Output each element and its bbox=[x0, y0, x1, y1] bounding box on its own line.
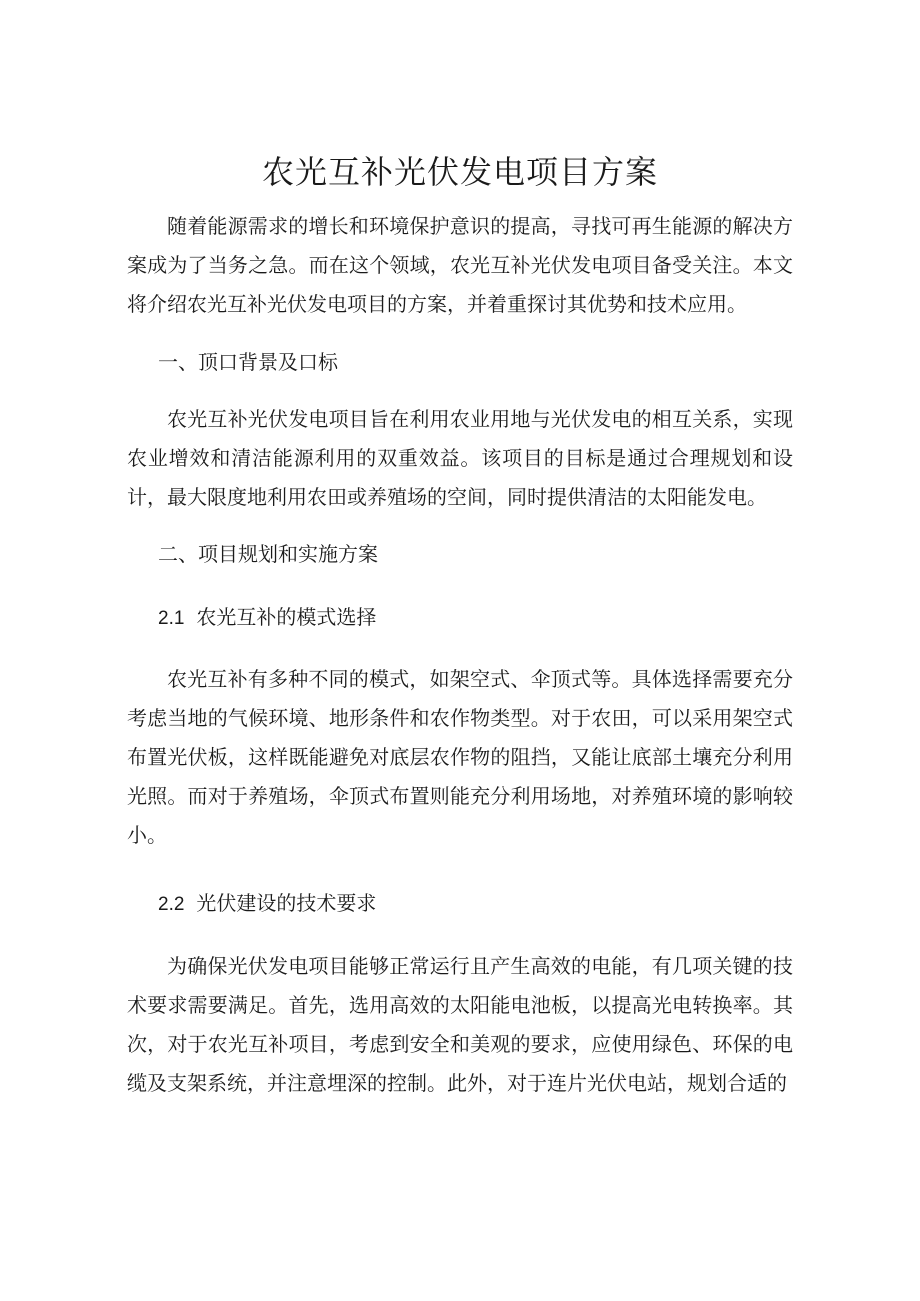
page-title: 农光互补光伏发电项目方案 bbox=[261, 153, 658, 191]
subsection-2-2-title: 光伏建设的技术要求 bbox=[196, 891, 377, 915]
subsection-2-1-heading bbox=[158, 602, 376, 634]
subsection-2-2-number: 2.2 bbox=[158, 894, 185, 915]
section-1-heading: 一、顶口背景及口标 bbox=[158, 350, 338, 374]
subsection-2-1-number: 2.1 bbox=[158, 608, 185, 629]
subsection-2-2-paragraph: 为确保光伏发电项目能够正常运行且产生高效的电能，有几项关键的技术要求需要满足。首先，选用高效的太阳能电池板，以提高光电转换率。其次，对于农光互补项目，考虑到安全和美观的要求，应使用绿色、环保的电缆及支架系统，并注意埋深的控制。此外，对于连片光伏电站，规划合适的 bbox=[127, 954, 793, 1095]
section-2-heading: 二、项目规划和实施方案 bbox=[158, 542, 378, 566]
section-1-paragraph: 农光互补光伏发电项目旨在利用农业用地与光伏发电的相互关系，实现农业增效和清洁能源利用的双重效益。该项目的目标是通过合理规划和设计，最大限度地利用农田或养殖场的空间，同时提供清洁的太阳能发电。 bbox=[127, 407, 793, 509]
subsection-2-2-heading bbox=[158, 888, 376, 920]
intro-paragraph: 随着能源需求的增长和环境保护意识的提高，寻找可再生能源的解决方案成为了当务之急。而在这个领域，农光互补光伏发电项目备受关注。本文将介绍农光互补光伏发电项目的方案，并着重探讨其优势和技术应用。 bbox=[127, 214, 793, 316]
subsection-2-1-paragraph: 农光互补有多种不同的模式，如架空式、伞顶式等。具体选择需要充分考虑当地的气候环境、地形条件和农作物类型。对于农田，可以采用架空式布置光伏板，这样既能避免对底层农作物的阻挡，又能让底部土壤充分利用光照。而对于养殖场，伞顶式布置则能充分利用场地，对养殖环境的影响较小。 bbox=[127, 667, 793, 847]
subsection-2-1-title: 农光互补的模式选择 bbox=[196, 605, 377, 629]
